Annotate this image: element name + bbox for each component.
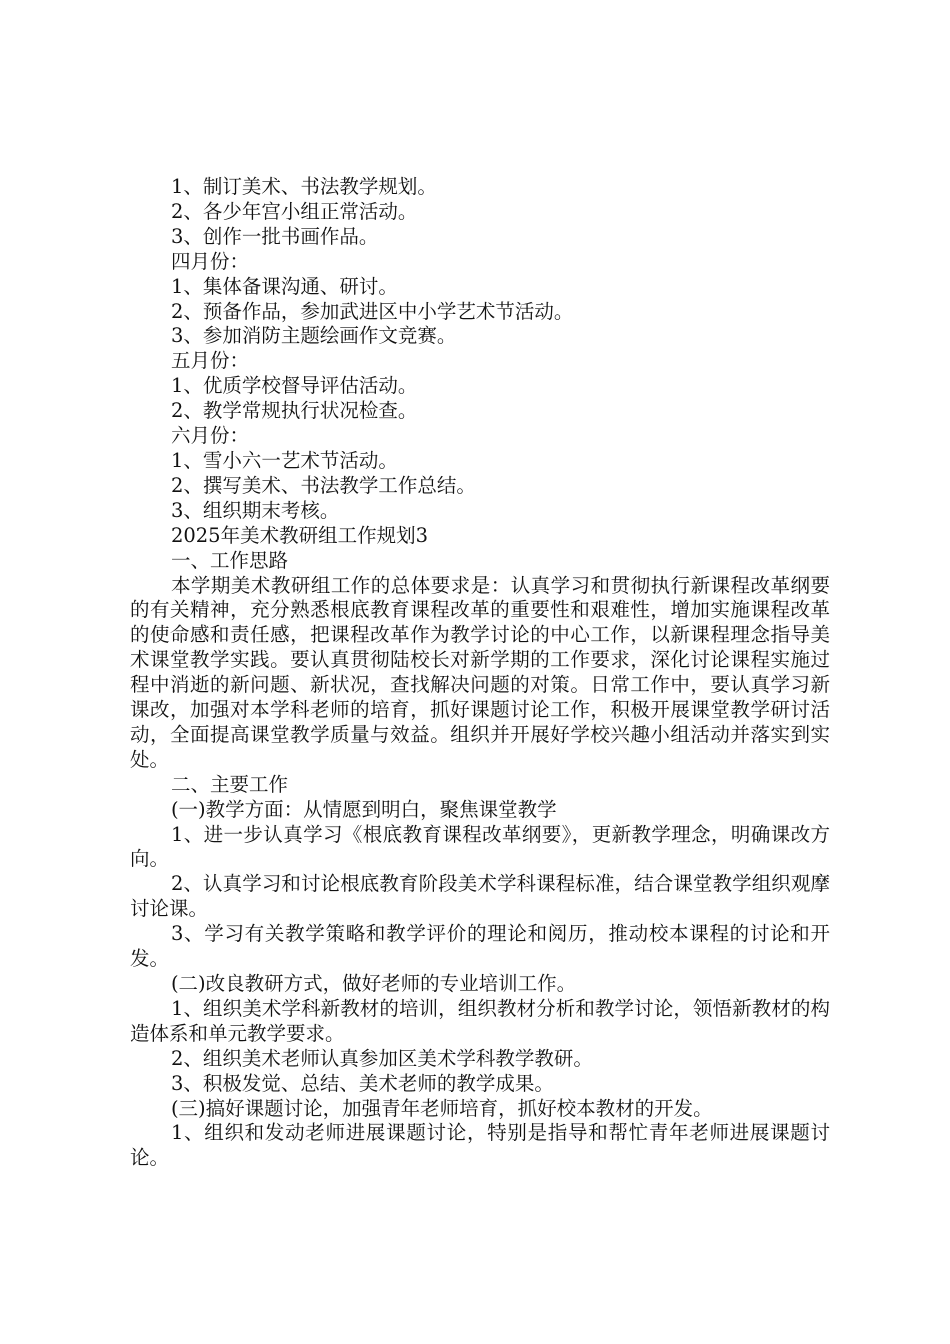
month-heading-april: 四月份： [170, 249, 249, 273]
list-item: 1、优质学校督导评估活动。 [170, 374, 418, 398]
month-heading-may: 五月份： [170, 349, 249, 373]
list-item: 3、积极发觉、总结、美术老师的教学成果。 [170, 1071, 554, 1095]
list-item: 1、制订美术、书法教学规划。 [170, 175, 437, 198]
list-item: 1、组织和发动老师进展课题讨论，特别是指导和帮忙青年老师进展课题讨论。 [130, 1121, 830, 1170]
list-item: 1、集体备课沟通、研讨。 [170, 274, 398, 298]
list-item: 1、进一步认真学习《根底教育课程改革纲要》，更新教学理念，明确课改方向。 [130, 822, 830, 871]
subsection-heading-research-method: (二)改良教研方式，做好老师的专业培训工作。 [170, 972, 577, 995]
document-section-title: 2025年美术教研组工作规划3 [170, 523, 428, 547]
list-item: 3、学习有关教学策略和教学评价的理论和阅历，推动校本课程的讨论和开发。 [130, 922, 830, 971]
list-item: 2、撰写美术、书法教学工作总结。 [170, 473, 476, 497]
body-paragraph: 本学期美术教研组工作的总体要求是：认真学习和贯彻执行新课程改革纲要的有关精神，充分熟悉根底教育课程改革的重要性和艰难性，增加实施课程改革的使命感和责任感，把课程改革作为教学讨论的中心工作，以新课程理念指导美术课堂教学实践。要认真贯彻陆校长对新学期的工作要求，深化讨论课程实施过程中消逝的新问题、新状况，查找解决问题的对策。日常工作中，要认真学习新课改，加强对本学科老师的培育，抓好课题讨论工作，积极开展课堂教学研讨活动，全面提高课堂教学质量与效益。组织并开展好学校兴趣小组活动并落实到实处。 [130, 573, 830, 771]
list-item: 3、组织期末考核。 [170, 498, 340, 522]
list-item: 2、预备作品，参加武进区中小学艺术节活动。 [170, 299, 574, 323]
section-heading-main-work: 二、主要工作 [170, 772, 288, 796]
list-item: 2、认真学习和讨论根底教育阶段美术学科课程标准，结合课堂教学组织观摩讨论课。 [130, 872, 830, 921]
list-item: 1、组织美术学科新教材的培训，组织教材分析和教学讨论，领悟新教材的构造体系和单元教学要求。 [130, 996, 830, 1045]
list-item: 1、雪小六一艺术节活动。 [170, 448, 398, 472]
list-item: 3、参加消防主题绘画作文竞赛。 [170, 324, 457, 348]
list-item: 3、创作一批书画作品。 [170, 224, 379, 248]
subsection-heading-teaching: (一)教学方面：从情愿到明白，聚焦课堂教学 [170, 797, 557, 821]
section-heading-work-approach: 一、工作思路 [170, 548, 288, 572]
list-item: 2、组织美术老师认真参加区美术学科教学教研。 [170, 1046, 593, 1070]
list-item: 2、教学常规执行状况检查。 [170, 399, 418, 423]
month-heading-june: 六月份： [170, 424, 249, 448]
subsection-heading-research-topics: (三)搞好课题讨论，加强青年老师培育，抓好校本教材的开发。 [170, 1096, 713, 1120]
document-body [130, 175, 830, 1171]
list-item: 2、各少年宫小组正常活动。 [170, 199, 418, 223]
